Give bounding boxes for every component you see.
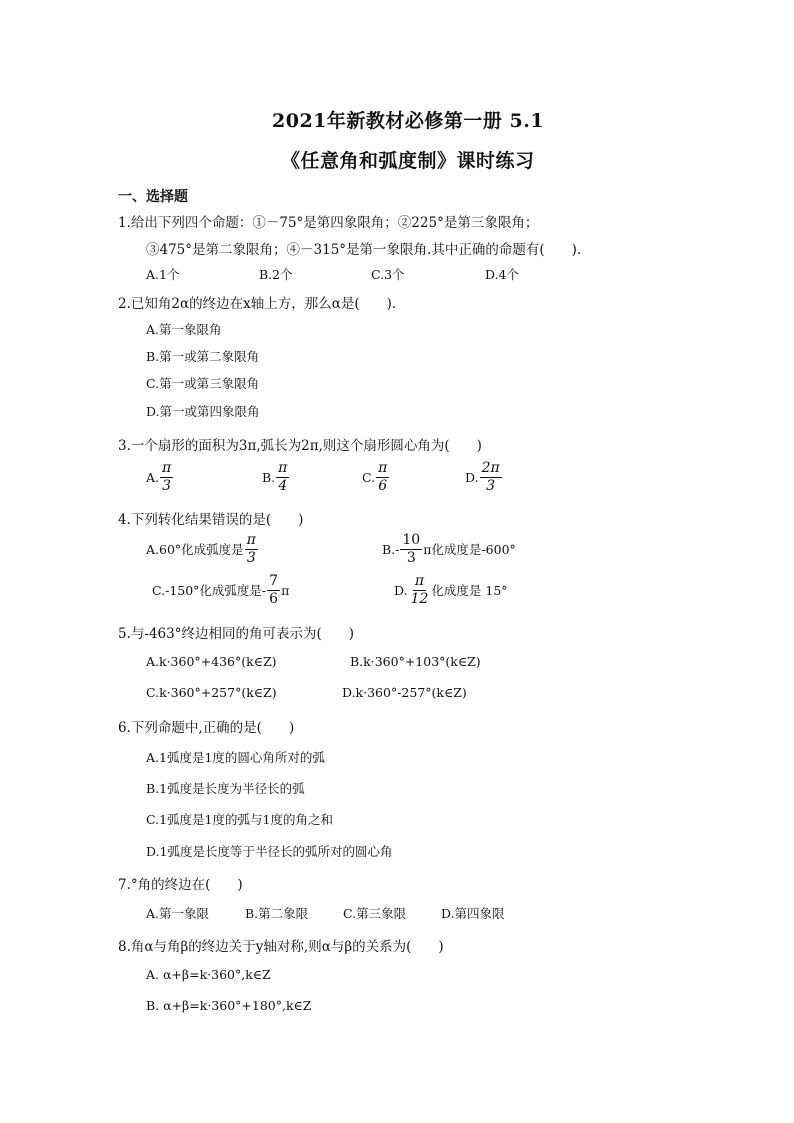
q4-d-numerator: π [414,573,425,589]
q5-option-b: B.k·360°+103°(k∈Z) [350,654,481,669]
q2-stem: 2.已知角2α的终边在x轴上方，那么α是( ). [118,296,397,312]
q4-option-a-fraction [245,533,258,565]
q4-option-c-fraction [267,574,280,606]
q8-option-b: B. α+β=k·360°+180°,k∈Z [146,998,312,1013]
q3-a-denominator: 3 [162,477,172,494]
title-line-1: 2021年新教材必修第一册 5.1 [272,110,545,132]
q7-option-d: D.第四象限 [441,906,505,921]
q4-stem: 4.下列转化结果错误的是( ) [118,512,304,528]
q1-line-2: ③475°是第二象限角；④－315°是第一象限角.其中正确的命题有( ). [146,242,582,258]
q3-d-denominator: 3 [486,477,496,494]
q6-stem: 6.下列命题中,正确的是( ) [118,720,295,736]
q2-option-b: B.第一或第二象限角 [146,349,260,364]
q3-option-d-fraction [480,461,502,493]
q4-option-a [146,533,259,565]
q1-option-d: D.4个 [485,267,520,282]
q3-option-b [262,461,290,493]
q3-option-a [146,461,174,493]
q4-option-d [394,574,508,606]
q6-option-a: A.1弧度是1度的圆心角所对的弧 [146,750,325,765]
q7-option-a: A.第一象限 [146,906,210,921]
q3-option-d [465,461,503,493]
q1-option-a: A.1个 [146,267,180,282]
q4-option-b [382,533,516,565]
q4-option-c-prefix: C.-150°化成弧度是- [152,583,267,599]
q8-option-a: A. α+β=k·360°,k∈Z [146,967,271,982]
q5-option-c: C.k·360°+257°(k∈Z) [146,685,277,700]
q7-option-b: B.第二象限 [245,906,309,921]
q4-c-numerator: 7 [269,573,279,589]
q3-option-a-label: A. [146,469,160,485]
q1-option-b: B.2个 [259,267,293,282]
q5-option-a: A.k·360°+436°(k∈Z) [146,654,277,669]
q7-option-c: C.第三象限 [343,906,407,921]
q4-option-c-suffix: π [281,582,290,598]
q2-option-d: D.第一或第四象限角 [146,404,260,419]
q3-c-numerator: π [378,460,388,476]
title-line-2: 《任意角和弧度制》课时练习 [281,150,535,172]
q8-stem: 8.角α与角β的终边关于y轴对称,则α与β的关系为( ) [118,939,444,955]
q3-option-b-fraction [276,461,289,493]
q7-stem: 7.°角的终边在( ) [118,877,243,893]
q4-option-b-fraction [400,533,422,565]
q3-c-denominator: 6 [378,477,388,494]
q4-option-d-suffix: 化成度是 15° [431,583,508,599]
q3-option-c [362,461,390,493]
q4-option-b-prefix: B.- [382,541,400,557]
q3-option-b-label: B. [262,469,276,485]
q6-option-c: C.1弧度是1度的弧与1度的角之和 [146,812,333,827]
q4-option-a-text: A.60°化成弧度是 [146,542,244,558]
q4-c-denominator: 6 [269,590,279,607]
q6-option-b: B.1弧度是长度为半径长的弧 [146,781,305,796]
q4-b-numerator: 10 [402,532,421,548]
q2-option-c: C.第一或第三象限角 [146,376,260,391]
q4-option-b-suffix: π化成度是-600° [423,542,516,558]
q3-option-c-fraction [376,461,389,493]
q2-option-a: A.第一象限角 [146,322,222,337]
q1-line-1: 1.给出下列四个命题：①－75°是第四象限角；②225°是第三象限角； [118,215,539,231]
q4-option-d-prefix: D. [394,582,408,598]
q6-option-d: D.1弧度是长度等于半径长的弧所对的圆心角 [146,844,393,859]
q4-b-denominator: 3 [406,549,416,566]
q1-option-c: C.3个 [371,267,405,282]
q4-option-d-fraction [409,574,431,606]
q3-option-c-label: C. [362,469,376,485]
q3-d-numerator: 2π [481,460,500,476]
q3-stem: 3.一个扇形的面积为3π,弧长为2π,则这个扇形圆心角为( ) [118,438,482,454]
q3-b-numerator: π [278,460,288,476]
q5-option-d: D.k·360°-257°(k∈Z) [342,685,467,700]
q3-a-numerator: π [162,460,172,476]
q3-option-d-label: D. [465,469,479,485]
section-heading: 一、选择题 [118,189,188,205]
q4-a-numerator: π [246,532,256,548]
q4-d-denominator: 12 [410,590,429,607]
q5-stem: 5.与-463°终边相同的角可表示为( ) [118,626,354,642]
q4-a-denominator: 3 [246,549,256,566]
q3-b-denominator: 4 [278,477,288,494]
q4-option-c [152,574,289,606]
q3-option-a-fraction [160,461,173,493]
